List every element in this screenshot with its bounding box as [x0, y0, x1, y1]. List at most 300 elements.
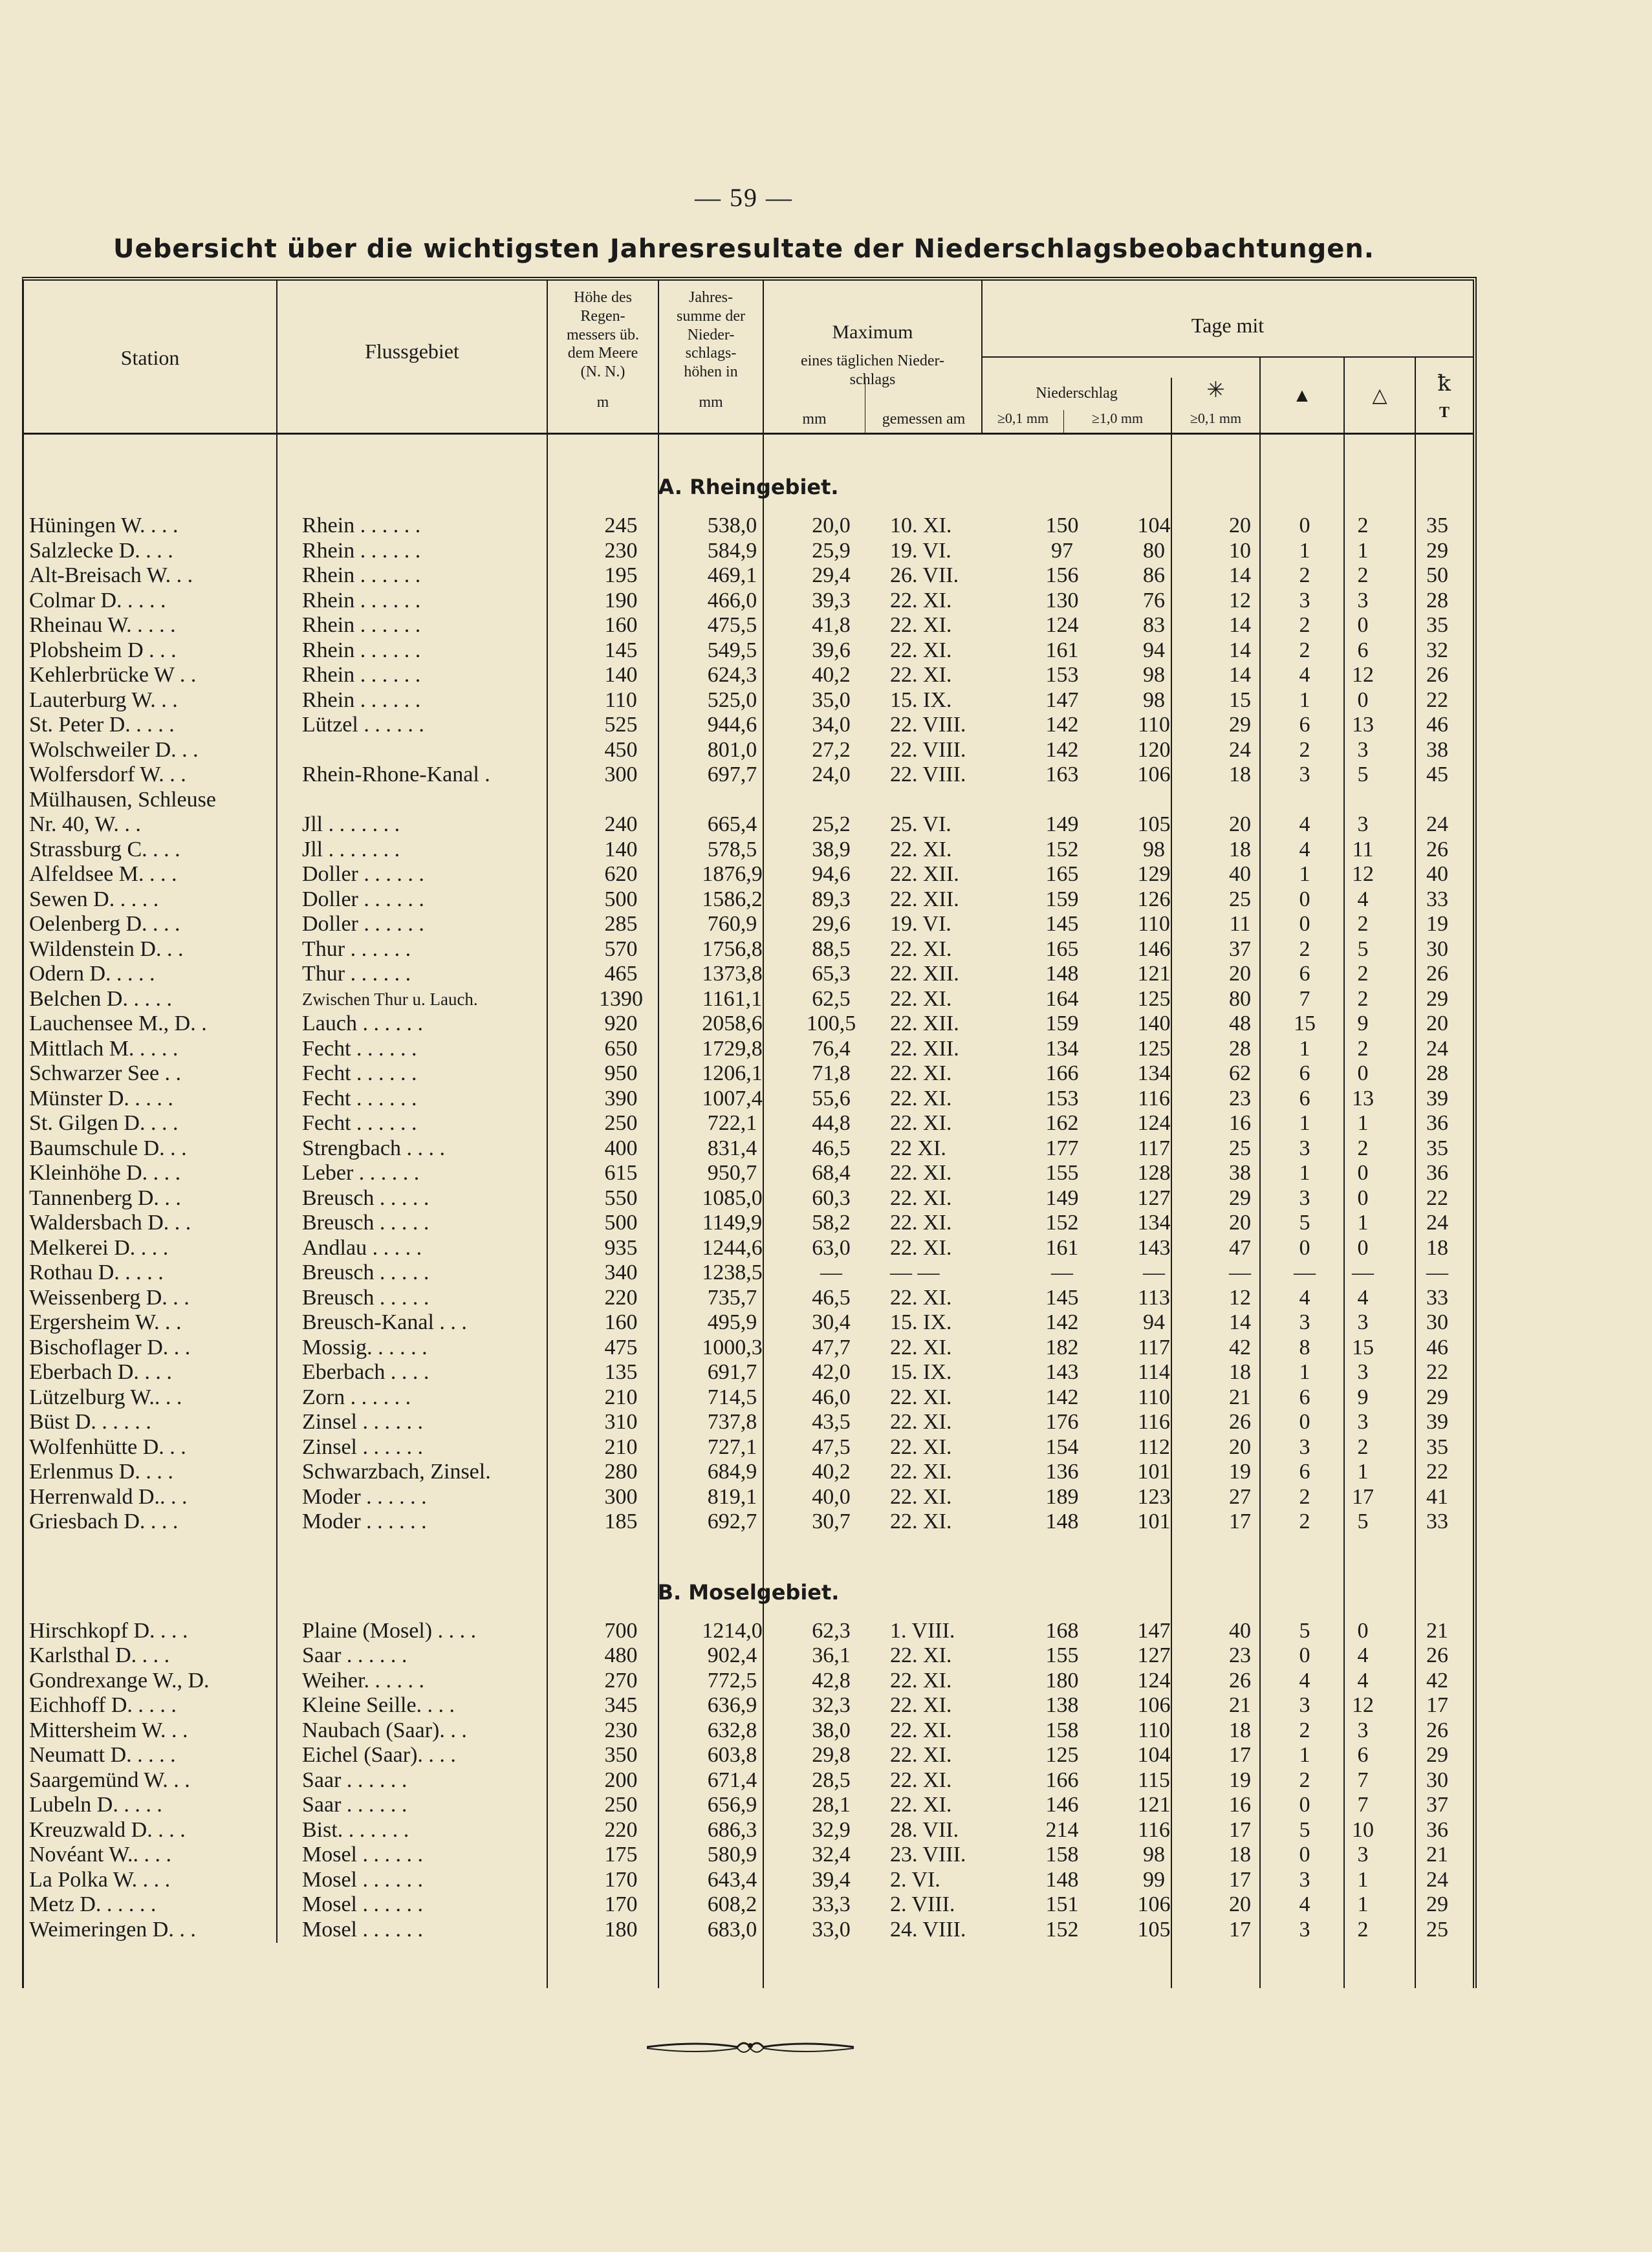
days-hail: 2 [1299, 1768, 1310, 1792]
gauge-height: 345 [604, 1693, 638, 1717]
river-basin: Doller . . . . . . [302, 912, 424, 936]
maximum-date: 22. XI. [890, 1693, 952, 1717]
river-basin: Rhein . . . . . . [302, 638, 421, 662]
days-snow: 14 [1229, 663, 1251, 687]
days-precip-0-1: 136 [1045, 1460, 1079, 1484]
days-graupel: 3 [1357, 1843, 1369, 1867]
days-graupel: 9 [1357, 1385, 1369, 1409]
days-thunder: 20 [1426, 1012, 1448, 1035]
days-thunder: 28 [1426, 588, 1448, 612]
maximum-date: 22. XI. [890, 638, 952, 662]
days-graupel: 3 [1357, 588, 1369, 612]
maximum-date: 22. XI. [890, 1643, 952, 1667]
daily-maximum: 89,3 [812, 887, 851, 911]
days-thunder: 26 [1426, 962, 1448, 986]
days-graupel: 12 [1352, 1693, 1374, 1717]
days-graupel: 2 [1357, 1917, 1369, 1942]
station-name: Odern D. . . . . [29, 962, 155, 986]
table-row [24, 713, 1473, 738]
days-precip-1-0: 101 [1137, 1460, 1171, 1484]
days-snow: 12 [1229, 1285, 1251, 1310]
days-hail: 6 [1299, 1460, 1310, 1484]
days-precip-0-1: 153 [1045, 1086, 1079, 1110]
gauge-height: 340 [604, 1261, 638, 1284]
station-name: Melkerei D. . . . [29, 1235, 169, 1260]
days-precip-1-0: 114 [1138, 1360, 1170, 1384]
days-graupel: 6 [1357, 638, 1369, 662]
days-graupel: 2 [1357, 563, 1369, 587]
days-snow: 11 [1229, 912, 1251, 936]
days-precip-1-0: 98 [1143, 688, 1165, 712]
header-maximum: Maximum [832, 321, 913, 343]
station-name: Kreuzwald D. . . . [29, 1817, 186, 1842]
days-snow: 25 [1229, 1136, 1251, 1160]
days-precip-0-1: 166 [1045, 1061, 1079, 1085]
annual-sum: 584,9 [707, 538, 757, 563]
days-snow: 16 [1229, 1111, 1251, 1135]
days-thunder: 50 [1426, 563, 1448, 587]
days-precip-1-0: 116 [1138, 1086, 1170, 1110]
days-thunder: 24 [1426, 1867, 1448, 1892]
daily-maximum: 32,4 [812, 1843, 851, 1867]
days-precip-1-0: 98 [1143, 1843, 1165, 1867]
days-graupel: 10 [1352, 1817, 1374, 1842]
days-precip-0-1: 168 [1045, 1618, 1079, 1643]
days-thunder: 35 [1426, 613, 1448, 637]
maximum-date: 22. XII. [890, 887, 959, 911]
maximum-date: 2. VIII. [890, 1892, 955, 1916]
days-precip-0-1: 152 [1045, 837, 1079, 861]
days-snow: 40 [1229, 862, 1251, 886]
annual-sum: 772,5 [707, 1668, 757, 1693]
days-snow: 14 [1229, 563, 1251, 587]
annual-sum: 643,4 [707, 1867, 757, 1892]
days-snow: 20 [1229, 812, 1251, 836]
table-row [24, 1360, 1473, 1385]
days-graupel: 0 [1357, 688, 1369, 712]
daily-maximum: 40,2 [812, 1460, 851, 1484]
days-graupel: 13 [1352, 1086, 1374, 1110]
days-precip-1-0: 106 [1137, 1693, 1171, 1717]
annual-sum: 624,3 [707, 663, 757, 687]
station-name: Eichhoff D. . . . . [29, 1693, 177, 1717]
days-precip-0-1: 142 [1045, 1385, 1079, 1409]
days-hail: 0 [1299, 1843, 1310, 1867]
days-hail: 4 [1299, 1285, 1310, 1310]
days-snow: 37 [1229, 937, 1251, 961]
days-graupel: 7 [1357, 1793, 1369, 1817]
gauge-height: 390 [604, 1086, 638, 1110]
gauge-height: 185 [604, 1510, 638, 1533]
daily-maximum: 62,3 [812, 1618, 851, 1643]
days-precip-0-1: 146 [1045, 1793, 1079, 1817]
days-thunder: — [1426, 1261, 1448, 1284]
days-precip-1-0: 110 [1138, 713, 1170, 737]
days-thunder: 32 [1426, 638, 1448, 662]
table-row [24, 1385, 1473, 1411]
days-graupel: 1 [1357, 1892, 1369, 1916]
daily-maximum: 39,6 [812, 638, 851, 662]
days-thunder: 17 [1426, 1693, 1448, 1717]
days-thunder: 22 [1426, 1186, 1448, 1210]
days-precip-1-0: 126 [1137, 887, 1171, 911]
station-name: Karlsthal D. . . . [29, 1643, 170, 1667]
page-number: — 59 — [695, 183, 793, 212]
days-precip-0-1: 177 [1045, 1136, 1079, 1160]
annual-sum: 950,7 [707, 1161, 757, 1185]
maximum-date: 22. XI. [890, 1086, 952, 1110]
days-hail: 1 [1299, 1036, 1310, 1061]
annual-sum: 1729,8 [702, 1036, 763, 1061]
days-graupel: 5 [1357, 937, 1369, 961]
days-hail: 3 [1299, 1435, 1310, 1459]
maximum-date: 22. XI. [890, 1385, 952, 1409]
days-hail: 0 [1299, 1793, 1310, 1817]
days-hail: 4 [1299, 1892, 1310, 1916]
station-name: Wolschweiler D. . . [29, 737, 199, 762]
days-snow: 17 [1229, 1867, 1251, 1892]
days-precip-1-0: 99 [1143, 1867, 1165, 1892]
ornament-flourish [647, 2034, 854, 2060]
table-row [24, 912, 1473, 937]
table-row [24, 887, 1473, 913]
header-days: Tage mit [1191, 314, 1265, 337]
days-thunder: 42 [1426, 1668, 1448, 1693]
days-snow: 20 [1229, 1435, 1251, 1459]
gauge-height: 570 [604, 937, 638, 961]
annual-sum: 1586,2 [702, 887, 763, 911]
annual-sum: 1876,9 [702, 862, 763, 886]
table-row [24, 1743, 1473, 1768]
header-maximum-sub: eines täglichen Nieder- schlags [800, 352, 945, 388]
days-snow: 18 [1229, 1718, 1251, 1742]
annual-sum: 686,3 [707, 1817, 757, 1842]
table-row [24, 688, 1473, 713]
river-basin: Zorn . . . . . . [302, 1385, 411, 1409]
station-name: Neumatt D. . . . . [29, 1743, 176, 1767]
days-snow: 17 [1229, 1917, 1251, 1942]
days-snow: 24 [1229, 737, 1251, 762]
station-name: Weimeringen D. . . [29, 1917, 196, 1942]
annual-sum: 684,9 [707, 1460, 757, 1484]
gauge-height: 465 [604, 962, 638, 986]
days-snow: 29 [1229, 1186, 1251, 1210]
days-graupel: 3 [1357, 1360, 1369, 1384]
maximum-date: 19. VI. [890, 538, 951, 563]
days-thunder: 25 [1426, 1917, 1448, 1942]
days-precip-1-0: 80 [1143, 538, 1165, 563]
days-graupel: 13 [1352, 713, 1374, 737]
snow-icon: ✳ [1206, 378, 1225, 402]
river-basin: Lauch . . . . . . [302, 1012, 423, 1035]
maximum-date: 22. XI. [890, 588, 952, 612]
days-snow: 26 [1229, 1410, 1251, 1434]
annual-sum: 603,8 [707, 1743, 757, 1767]
days-graupel: 17 [1352, 1484, 1374, 1509]
days-precip-0-1: 152 [1045, 1917, 1079, 1942]
hail-icon: ▲ [1292, 385, 1312, 406]
days-snow: 62 [1229, 1061, 1251, 1085]
days-hail: 2 [1299, 1718, 1310, 1742]
daily-maximum: 29,6 [812, 912, 851, 936]
station-name: Kehlerbrücke W . . [29, 663, 197, 687]
daily-maximum: 40,0 [812, 1484, 851, 1509]
gauge-height: 350 [604, 1743, 638, 1767]
annual-sum: 2058,6 [702, 1012, 763, 1035]
days-precip-1-0: 110 [1138, 1718, 1170, 1742]
days-graupel: 0 [1357, 613, 1369, 637]
station-name: Griesbach D. . . . [29, 1510, 179, 1533]
days-snow: 18 [1229, 763, 1251, 786]
river-basin: Mosel . . . . . . [302, 1892, 423, 1916]
days-graupel: 4 [1357, 1643, 1369, 1667]
station-name: Schwarzer See . . [29, 1061, 182, 1085]
days-thunder: 29 [1426, 1385, 1448, 1409]
days-precip-0-1: 182 [1045, 1335, 1079, 1359]
days-precip-1-0: 124 [1137, 1111, 1171, 1135]
maximum-date: 19. VI. [890, 912, 951, 936]
station-name: Strassburg C. . . . [29, 837, 180, 861]
table-row [24, 812, 1473, 838]
days-thunder: 24 [1426, 1211, 1448, 1235]
station-name: Mittersheim W. . . [29, 1718, 188, 1742]
table-row [24, 1460, 1473, 1485]
days-hail: 6 [1299, 1385, 1310, 1409]
river-basin: Breusch . . . . . [302, 1285, 429, 1310]
section-title: B. Moselgebiet. [657, 1579, 840, 1605]
days-hail: 2 [1299, 613, 1310, 637]
days-precip-0-1: 149 [1045, 1186, 1079, 1210]
days-hail: 2 [1299, 638, 1310, 662]
station-name: Kleinhöhe D. . . . [29, 1161, 181, 1185]
table-row [24, 788, 1473, 813]
days-thunder: 39 [1426, 1086, 1448, 1110]
station-name: Wolfenhütte D. . . [29, 1435, 186, 1459]
days-hail: 0 [1299, 1235, 1310, 1260]
days-thunder: 38 [1426, 737, 1448, 762]
river-basin: Andlau . . . . . [302, 1235, 422, 1260]
days-precip-0-1: 164 [1045, 986, 1079, 1011]
days-precip-0-1: 143 [1045, 1360, 1079, 1384]
daily-maximum: 33,3 [812, 1892, 851, 1916]
days-thunder: 40 [1426, 862, 1448, 886]
header-d10: ≥1,0 mm [1091, 410, 1144, 426]
days-precip-1-0: — [1143, 1261, 1165, 1284]
days-hail: 3 [1299, 763, 1310, 786]
days-hail: 4 [1299, 812, 1310, 836]
station-name: Lützelburg W.. . . [29, 1385, 182, 1409]
gauge-height: 230 [604, 1718, 638, 1742]
days-precip-1-0: 121 [1137, 1793, 1171, 1817]
annual-sum: 760,9 [707, 912, 757, 936]
maximum-date: 26. VII. [890, 563, 959, 587]
days-precip-0-1: 153 [1045, 663, 1079, 687]
header-snow-threshold: ≥0,1 mm [1190, 410, 1242, 426]
days-snow: 21 [1229, 1385, 1251, 1409]
gauge-height: 285 [604, 912, 638, 936]
days-thunder: 33 [1426, 1510, 1448, 1533]
section-title: A. Rheingebiet. [658, 475, 839, 499]
days-thunder: 35 [1426, 514, 1448, 537]
days-precip-0-1: 176 [1045, 1410, 1079, 1434]
maximum-date: 22. XI. [890, 1510, 952, 1533]
river-basin: Breusch-Kanal . . . [302, 1310, 467, 1334]
table-row [24, 1918, 1473, 1943]
maximum-date: 28. VII. [890, 1817, 959, 1842]
gauge-height: 245 [604, 514, 638, 537]
river-basin: Zinsel . . . . . . [302, 1410, 423, 1434]
river-basin: Leber . . . . . . [302, 1161, 420, 1185]
days-precip-0-1: 150 [1045, 514, 1079, 537]
gauge-height: 950 [604, 1061, 638, 1085]
days-graupel: 2 [1357, 1435, 1369, 1459]
days-hail: 1 [1299, 688, 1310, 712]
days-precip-0-1: 134 [1045, 1036, 1079, 1061]
header-height: Höhe des Regen- messers üb. dem Meere (N. N.) m [567, 289, 639, 411]
days-precip-1-0: 106 [1137, 1892, 1171, 1916]
gauge-height: 110 [605, 688, 637, 712]
days-hail: 1 [1299, 862, 1310, 886]
maximum-date: 22. XI. [890, 1211, 952, 1235]
days-precip-0-1: 145 [1045, 912, 1079, 936]
days-hail: 4 [1299, 837, 1310, 861]
days-precip-0-1: 125 [1045, 1743, 1079, 1767]
days-precip-1-0: 127 [1137, 1186, 1171, 1210]
daily-maximum: 88,5 [812, 937, 851, 961]
days-thunder: 26 [1426, 663, 1448, 687]
maximum-date: 22. XI. [890, 1061, 952, 1085]
station-name: Lubeln D. . . . . [29, 1793, 162, 1817]
days-snow: 17 [1229, 1817, 1251, 1842]
maximum-date: 22. XI. [890, 1718, 952, 1742]
days-snow: 19 [1229, 1768, 1251, 1792]
table-row [24, 1818, 1473, 1843]
days-graupel: 15 [1352, 1335, 1374, 1359]
river-basin: Breusch . . . . . [302, 1211, 429, 1235]
river-basin: Mosel . . . . . . [302, 1867, 423, 1892]
days-precip-0-1: 142 [1045, 713, 1079, 737]
annual-sum: 1007,4 [702, 1086, 763, 1110]
days-thunder: 22 [1426, 1460, 1448, 1484]
table-row [24, 1161, 1473, 1186]
days-hail: 5 [1299, 1211, 1310, 1235]
river-basin: Rhein . . . . . . [302, 663, 421, 687]
days-graupel: 5 [1357, 1510, 1369, 1533]
maximum-date: 22. XII. [890, 962, 959, 986]
days-graupel: 1 [1357, 1867, 1369, 1892]
days-graupel: 3 [1357, 1718, 1369, 1742]
station-name: Hüningen W. . . . [29, 514, 179, 537]
days-precip-1-0: 120 [1137, 737, 1171, 762]
river-basin: Rhein . . . . . . [302, 688, 421, 712]
river-basin: Thur . . . . . . [302, 962, 411, 986]
gauge-height: 210 [604, 1435, 638, 1459]
daily-maximum: 36,1 [812, 1643, 851, 1667]
station-name: St. Peter D. . . . . [29, 713, 175, 737]
daily-maximum: 76,4 [812, 1036, 851, 1061]
maximum-date: 22. XII. [890, 1012, 959, 1035]
river-basin: Fecht . . . . . . [302, 1036, 417, 1061]
days-precip-0-1: 159 [1045, 887, 1079, 911]
days-precip-1-0: 113 [1138, 1285, 1170, 1310]
days-hail: 3 [1299, 1917, 1310, 1942]
daily-maximum: 25,2 [812, 812, 851, 836]
days-graupel: 2 [1357, 912, 1369, 936]
maximum-date: 22. XI. [890, 663, 952, 687]
table-row [24, 862, 1473, 887]
days-snow: — [1229, 1261, 1251, 1284]
days-hail: 15 [1294, 1012, 1316, 1035]
annual-sum: 608,2 [707, 1892, 757, 1916]
days-graupel: 2 [1357, 1036, 1369, 1061]
station-name: Oelenberg D. . . . [29, 912, 180, 936]
days-graupel: 2 [1357, 1136, 1369, 1160]
daily-maximum: 46,5 [812, 1136, 851, 1160]
days-hail: 3 [1299, 1136, 1310, 1160]
days-snow: 17 [1229, 1510, 1251, 1533]
river-basin: Thur . . . . . . [302, 937, 411, 961]
river-basin: Rhein-Rhone-Kanal . [302, 763, 490, 786]
river-basin: Eichel (Saar). . . . [302, 1743, 456, 1767]
days-thunder: 29 [1426, 1892, 1448, 1916]
daily-maximum: 94,6 [812, 862, 851, 886]
maximum-date: 22. XI. [890, 613, 952, 637]
days-hail: 2 [1299, 937, 1310, 961]
days-precip-1-0: 117 [1138, 1335, 1170, 1359]
table-row [24, 738, 1473, 763]
gauge-height: 935 [604, 1235, 638, 1260]
days-precip-1-0: 105 [1137, 1917, 1171, 1942]
thunderstorm-icon: ꝁ [1437, 372, 1451, 396]
station-name: Ergersheim W. . . [29, 1310, 182, 1334]
days-precip-1-0: 98 [1143, 663, 1165, 687]
daily-maximum: 39,4 [812, 1867, 851, 1892]
days-hail: 5 [1299, 1618, 1310, 1643]
gauge-height: 180 [604, 1917, 638, 1942]
header-sum: Jahres- summe der Nieder- schlags- höhen in mm [677, 289, 745, 411]
table-row [24, 563, 1473, 589]
station-name: Waldersbach D. . . [29, 1211, 191, 1235]
table-row [24, 1087, 1473, 1112]
days-precip-0-1: 145 [1045, 1285, 1079, 1310]
days-thunder: 28 [1426, 1061, 1448, 1085]
gauge-height: 145 [604, 638, 638, 662]
days-graupel: 12 [1352, 663, 1374, 687]
station-name: Mittlach M. . . . . [29, 1036, 179, 1061]
daily-maximum: 25,9 [812, 538, 851, 563]
maximum-date: 22. XI. [890, 1743, 952, 1767]
daily-maximum: 29,8 [812, 1743, 851, 1767]
daily-maximum: 38,9 [812, 837, 851, 861]
days-graupel: 0 [1357, 1161, 1369, 1185]
maximum-date: 22. XI. [890, 1161, 952, 1185]
maximum-date: 22. XI. [890, 1285, 952, 1310]
days-snow: 14 [1229, 638, 1251, 662]
gauge-height: 190 [604, 588, 638, 612]
days-precip-1-0: 106 [1137, 763, 1171, 786]
days-precip-1-0: 125 [1137, 986, 1171, 1011]
days-thunder: 22 [1426, 1360, 1448, 1384]
days-hail: 4 [1299, 1668, 1310, 1693]
station-name: Erlenmus D. . . . [29, 1460, 173, 1484]
river-basin: Fecht . . . . . . [302, 1061, 417, 1085]
gauge-height: 475 [604, 1335, 638, 1359]
gauge-height: 500 [604, 1211, 638, 1235]
header-river: Flussgebiet [365, 340, 459, 363]
station-name: Rheinau W. . . . . [29, 613, 176, 637]
station-name: Münster D. . . . . [29, 1086, 173, 1110]
days-precip-0-1: 158 [1045, 1843, 1079, 1867]
